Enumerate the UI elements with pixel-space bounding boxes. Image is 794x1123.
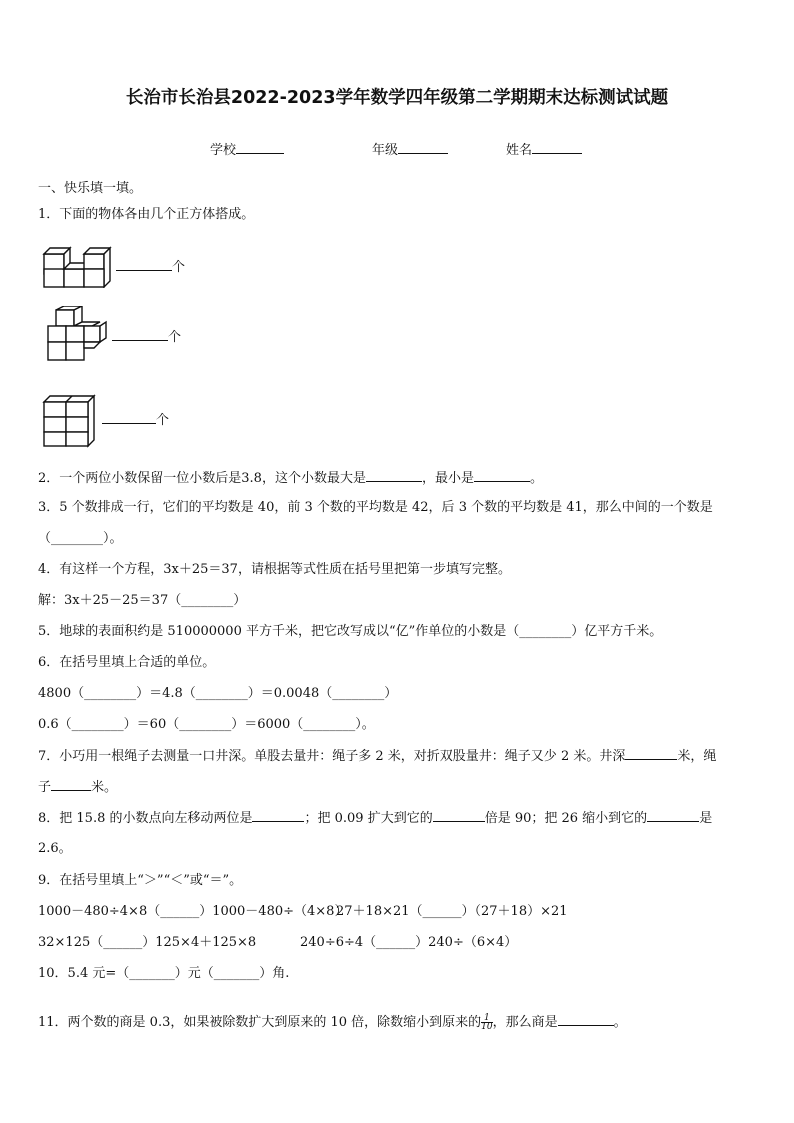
- cube-figure-3: [40, 392, 100, 448]
- question-11: [38, 1013, 627, 1032]
- name-label: 姓名: [506, 143, 533, 158]
- question-9-line1: 9．在括号里填上“＞”“＜”或“＝”。: [38, 873, 243, 888]
- question-5: 5．地球的表面积约是 510000000 平方千米，把它改写成以“亿”作单位的小数是（________）亿平方千米。: [38, 624, 663, 639]
- question-7-line1: [38, 747, 716, 766]
- grade-field: [372, 141, 448, 160]
- q2-text-a: 2．一个两位小数保留一位小数后是3.8，这个小数最大是: [38, 471, 366, 486]
- q8-text-a: 8．把 15.8 的小数点向左移动两位是: [38, 811, 253, 826]
- q8-text-c: 倍是 90；把 26 缩小到它的: [484, 811, 648, 826]
- answer-1-b: [112, 328, 181, 347]
- question-3-line1: 3．5 个数排成一行，它们的平均数是 40，前 3 个数的平均数是 42，后 3 个数的平均数是 41，那么中间的一个数是: [38, 500, 713, 515]
- blank-2a[interactable]: [366, 469, 422, 482]
- blank-1c[interactable]: [102, 411, 156, 424]
- blank-7a[interactable]: [625, 747, 677, 760]
- blank-1b[interactable]: [112, 328, 168, 341]
- page-title: 长治市长治县2022-2023学年数学四年级第二学期期末达标测试试题: [125, 88, 669, 108]
- question-1-text: 1．下面的物体各由几个正方体搭成。: [38, 207, 255, 222]
- question-7-line2: [38, 778, 117, 797]
- q2-text-c: 。: [529, 471, 543, 486]
- q8-text-b: ；把 0.09 扩大到它的: [304, 811, 433, 826]
- blank-8a[interactable]: [252, 809, 304, 822]
- question-6-line1: 6．在括号里填上合适的单位。: [38, 655, 216, 670]
- q11-text-b: ，那么商是: [492, 1015, 558, 1030]
- answer-1-c: [102, 411, 169, 430]
- question-9-expr1: 1000－480÷4×8（______）1000－480÷（4×8）: [38, 904, 348, 919]
- question-9-expr2: 27＋18×21（______）（27＋18）×21: [336, 904, 568, 919]
- q7-text-a: 7．小巧用一根绳子去测量一口井深。单股去量井：绳子多 2 米，对折双股量井：绳子又少 2 米。井深: [38, 749, 626, 764]
- question-8-line2: 2.6。: [38, 841, 72, 856]
- unit-label: 个: [168, 330, 182, 345]
- fraction-numerator: 1: [481, 1014, 492, 1023]
- blank-1a[interactable]: [116, 258, 172, 271]
- fraction-denominator: 10: [481, 1022, 493, 1032]
- blank-8b[interactable]: [433, 809, 485, 822]
- answer-1-a: [116, 258, 185, 277]
- blank-7b[interactable]: [51, 778, 91, 791]
- question-9-expr4: 240÷6÷4（______）240÷（6×4）: [300, 935, 518, 950]
- question-10: 10．5.4 元=（_______）元（_______）角.: [38, 966, 290, 981]
- q8-text-d: 是: [699, 811, 713, 826]
- question-9-expr3: 32×125（______）125×4＋125×8: [38, 935, 257, 950]
- question-6-line3: 0.6（________）＝60（________）＝6000（________）。: [38, 717, 375, 732]
- unit-label: 个: [156, 413, 170, 428]
- q7-text-d: 米。: [91, 780, 118, 795]
- q2-text-b: ，最小是: [421, 471, 474, 486]
- blank-11[interactable]: [558, 1013, 614, 1026]
- q11-text-c: 。: [613, 1015, 627, 1030]
- fraction-one-tenth: [481, 1014, 492, 1031]
- blank-2b[interactable]: [474, 469, 530, 482]
- q7-text-c: 子: [38, 780, 52, 795]
- blank-8c[interactable]: [647, 809, 699, 822]
- section-heading: 一、快乐填一填。: [38, 181, 143, 196]
- grade-label: 年级: [372, 143, 399, 158]
- question-8-line1: [38, 809, 712, 828]
- cube-figure-1: [40, 238, 112, 288]
- school-blank[interactable]: [236, 141, 284, 154]
- cube-figure-2: [44, 306, 108, 364]
- grade-blank[interactable]: [398, 141, 448, 154]
- q7-text-b: 米，绳: [677, 749, 717, 764]
- question-4-line1: 4．有这样一个方程，3x＋25＝37，请根据等式性质在括号里把第一步填写完整。: [38, 562, 511, 577]
- name-field: [506, 141, 582, 160]
- name-blank[interactable]: [532, 141, 582, 154]
- question-4-line2: 解：3x＋25－25＝37（________）: [38, 593, 247, 608]
- school-label: 学校: [210, 143, 237, 158]
- question-2: [38, 469, 543, 488]
- question-3-line2: （________）。: [38, 531, 123, 546]
- unit-label: 个: [172, 260, 186, 275]
- q11-text-a: 11．两个数的商是 0.3，如果被除数扩大到原来的 10 倍，除数缩小到原来的: [38, 1015, 482, 1030]
- school-field: [210, 141, 284, 160]
- question-6-line2: 4800（________）＝4.8（________）＝0.0048（________）: [38, 686, 398, 701]
